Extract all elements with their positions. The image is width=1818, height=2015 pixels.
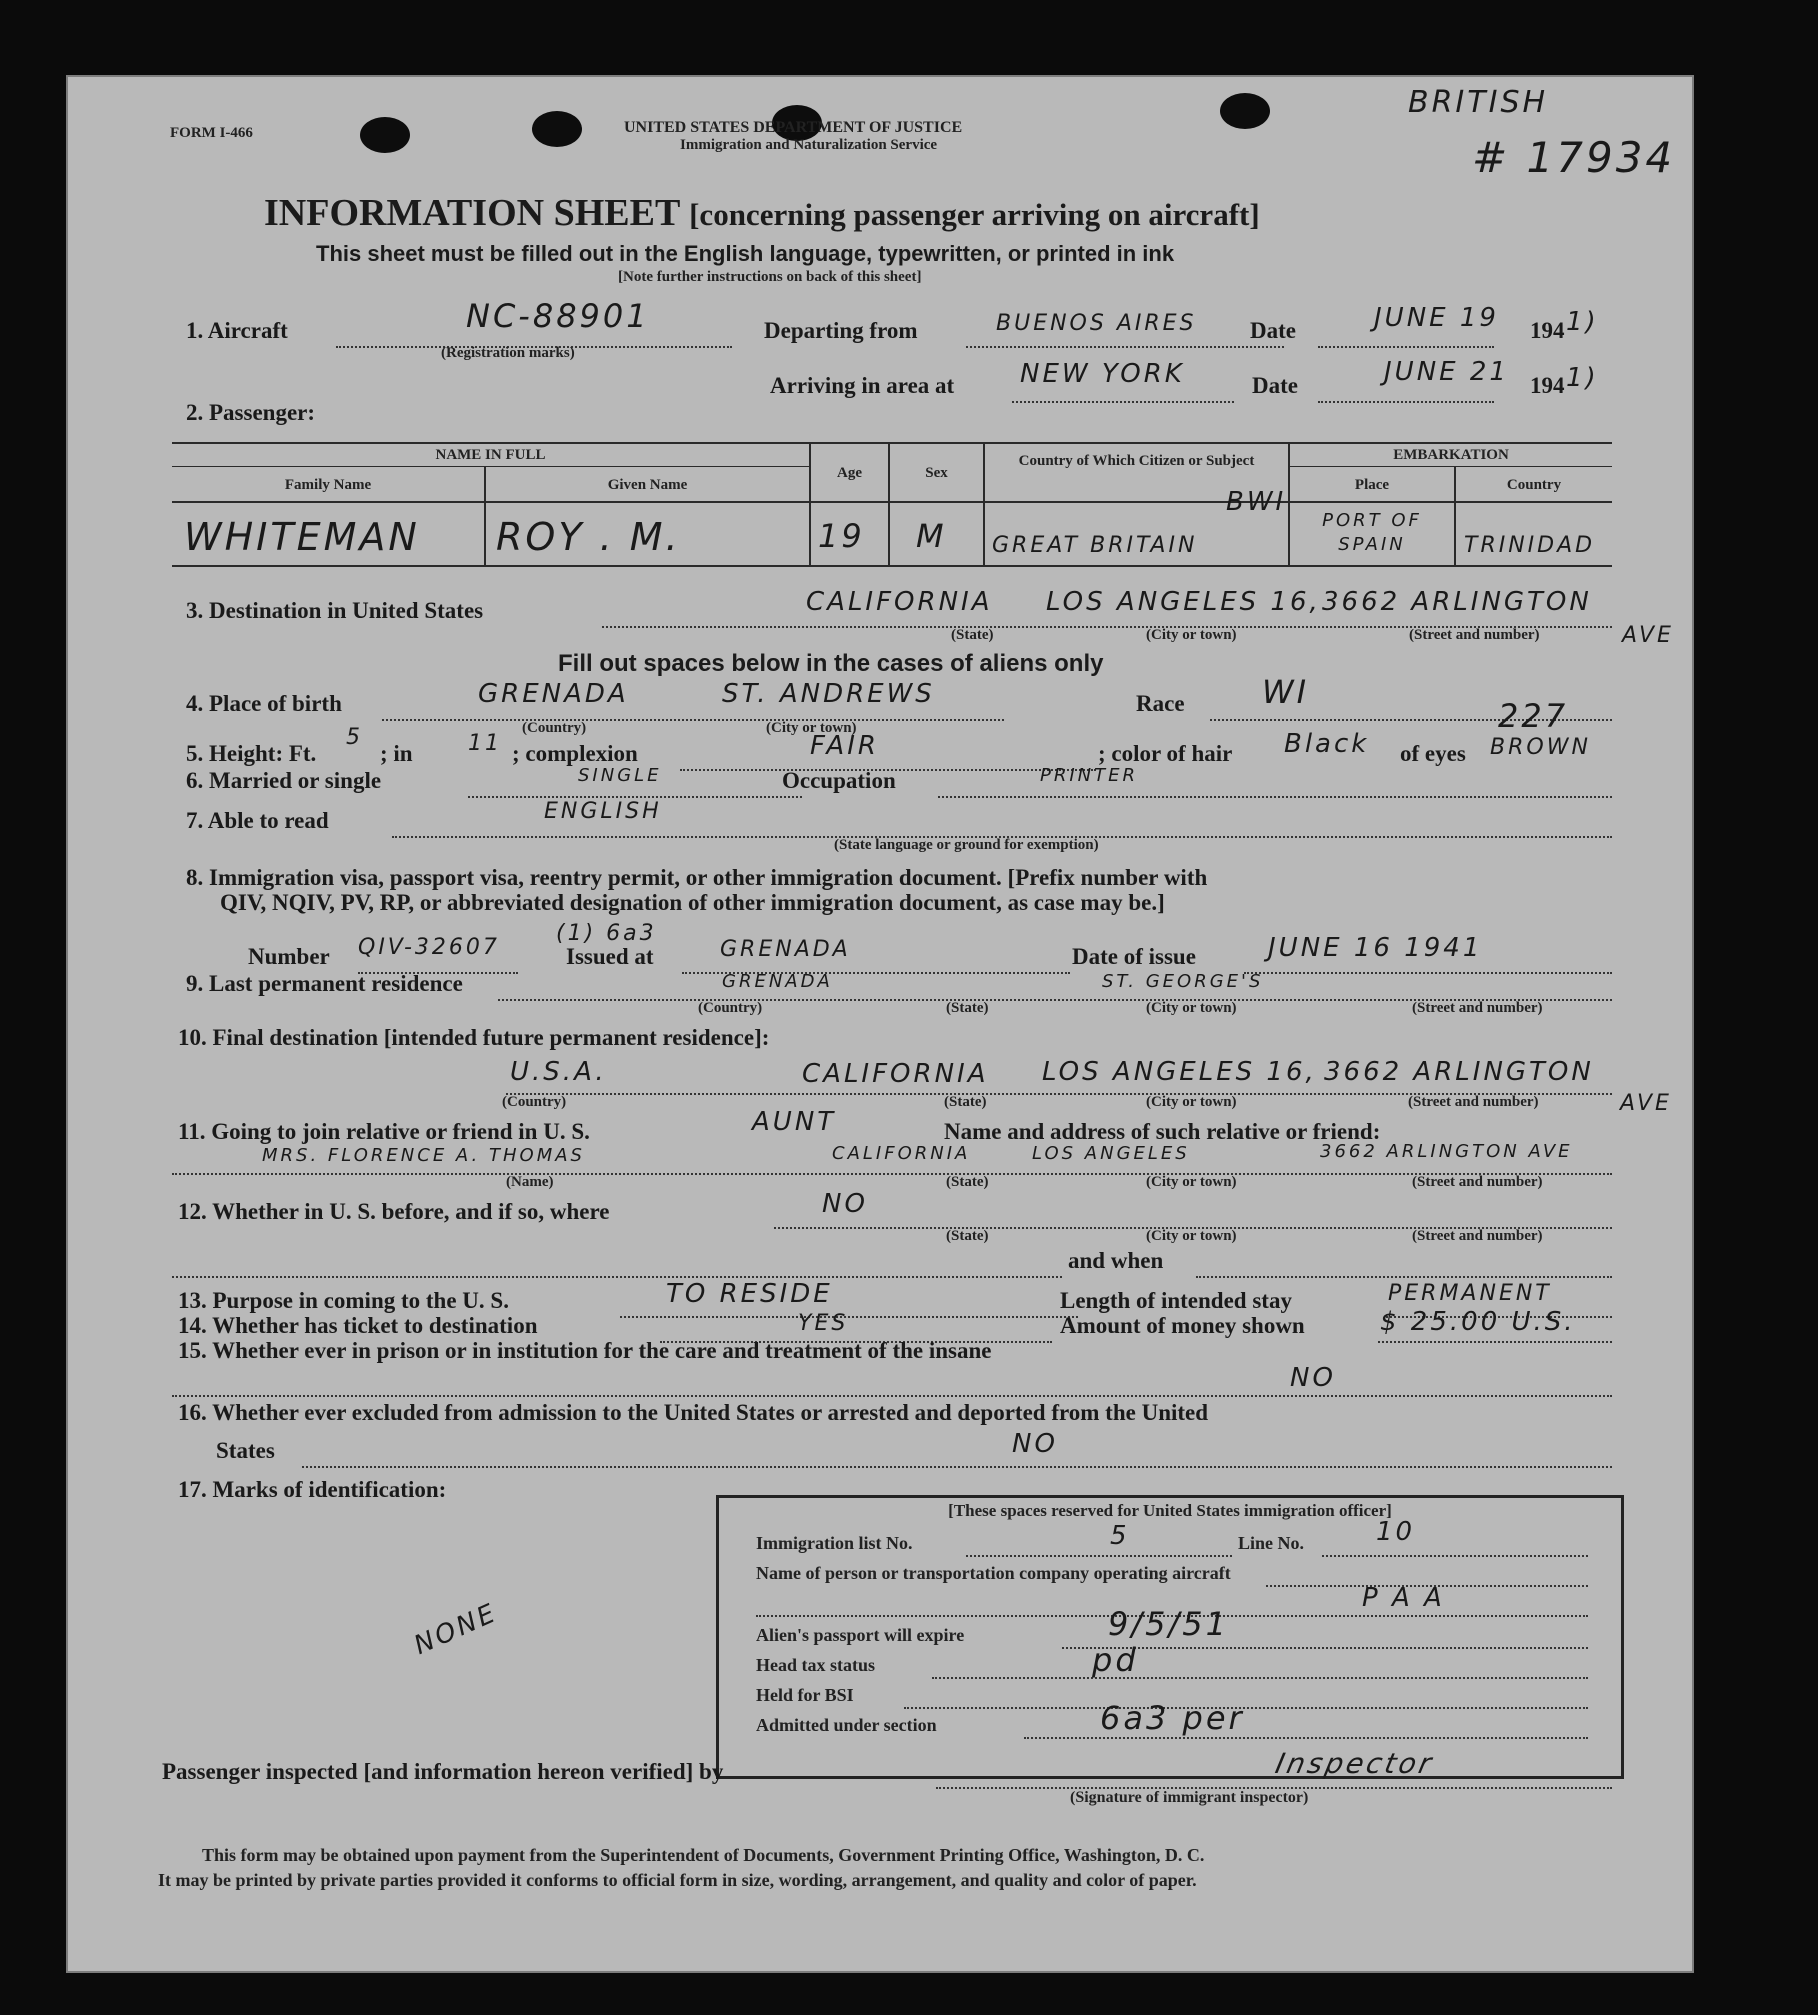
aliens-heading: Fill out spaces below in the cases of aliens only (558, 650, 1104, 677)
citizen-note: BWI (1226, 487, 1287, 517)
aircraft-caption: (Registration marks) (441, 345, 575, 361)
col-place: Place (1354, 477, 1390, 493)
final-street2: AVE (1620, 1091, 1672, 1116)
issue-date: JUNE 16 1941 (1268, 933, 1483, 963)
col-family: Family Name (284, 477, 372, 493)
section-value: 6a3 per (1100, 1699, 1245, 1737)
punch-hole (532, 111, 582, 147)
birth-country: GRENADA (478, 679, 629, 709)
section-label: Admitted under section (756, 1715, 937, 1735)
ticket-value: YES (798, 1311, 849, 1336)
purpose-value: TO RESIDE (666, 1279, 833, 1309)
dep-year-label: 194 (1530, 318, 1565, 343)
col-given: Given Name (607, 477, 688, 493)
read-caption: (State language or ground for exemption) (834, 837, 1099, 853)
join-state: CALIFORNIA (832, 1143, 971, 1164)
form-title: INFORMATION SHEET [concerning passenger arriving on aircraft] (264, 192, 1260, 234)
line-line (1322, 1555, 1588, 1557)
issued-value: GRENADA (720, 937, 851, 962)
marks-value: NONE (409, 1597, 503, 1661)
issue-date-line (1244, 972, 1612, 974)
form-instruction: This sheet must be filled out in the English language, typewritten, or printed in ink (316, 241, 1175, 266)
operator-value: P A A (1362, 1583, 1445, 1613)
stay-value: PERMANENT (1388, 1281, 1552, 1306)
race-label: Race (1136, 691, 1185, 716)
ticket-label: 14. Whether has ticket to destination (178, 1313, 538, 1338)
arr-date-label: Date (1252, 373, 1298, 398)
dest-city: LOS ANGELES 16, (1046, 587, 1321, 617)
residence-cap-state: (State) (946, 1000, 989, 1016)
hair-value: Black (1284, 729, 1370, 759)
height-label: 5. Height: Ft. (186, 741, 317, 766)
height-ft: 5 (346, 725, 363, 750)
read-value: ENGLISH (544, 799, 662, 824)
before-label: 12. Whether in U. S. before, and if so, where (178, 1199, 610, 1224)
purpose-line (620, 1316, 1078, 1318)
hw-file-number: # 17934 (1472, 133, 1676, 182)
arriving-label: Arriving in area at (770, 373, 955, 398)
dest-street: 3662 ARLINGTON (1322, 587, 1592, 617)
excluded-line (302, 1466, 1612, 1468)
join-relation: AUNT (752, 1107, 837, 1137)
embark-country: TRINIDAD (1464, 533, 1596, 558)
destination-label: 3. Destination in United States (186, 598, 484, 623)
final-street: 3662 ARLINGTON (1324, 1057, 1594, 1087)
doc-line2: QIV, NQIV, PV, RP, or abbreviated designation of other immigration document, as case may be.] (220, 890, 1165, 915)
final-cap-city: (City or town) (1146, 1094, 1237, 1110)
occupation-label: Occupation (782, 768, 896, 793)
join-name-label: Name and address of such relative or friend: (944, 1119, 1381, 1144)
married-label: 6. Married or single (186, 768, 382, 793)
col-sex: Sex (925, 465, 948, 481)
residence-country: GRENADA (722, 971, 833, 992)
before-cap-city: (City or town) (1146, 1228, 1237, 1244)
issued-label: Issued at (566, 944, 654, 969)
tax-line (932, 1677, 1588, 1679)
height-in: 11 (468, 731, 502, 756)
aircraft-value: NC-88901 (466, 297, 650, 335)
sex-value: M (916, 517, 947, 555)
birth-cap-country: (Country) (522, 720, 587, 736)
doc-line1: 8. Immigration visa, passport visa, reentry permit, or other immigration document. [Prefix number with (186, 865, 1208, 890)
residence-cap-city: (City or town) (1146, 1000, 1237, 1016)
join-line (172, 1173, 1612, 1175)
family-name: WHITEMAN (184, 515, 420, 559)
inspected-label: Passenger inspected [and information hereon verified] by (162, 1759, 724, 1784)
when-label: and when (1068, 1248, 1164, 1273)
issue-date-label: Date of issue (1072, 944, 1196, 969)
doc-number-label: Number (248, 944, 330, 969)
passport-line (1062, 1647, 1588, 1649)
punch-hole (1220, 93, 1270, 129)
arr-date-value: JUNE 21 (1384, 357, 1509, 387)
before-value: NO (822, 1189, 868, 1219)
arriving-line (1012, 401, 1234, 403)
race-value: WI (1262, 673, 1310, 711)
list-line (966, 1555, 1232, 1557)
arr-date-line (1318, 401, 1494, 403)
hw-nationality: BRITISH (1408, 85, 1549, 120)
excluded-line2: States (216, 1438, 275, 1463)
embark-place: PORT OF SPAIN (1322, 510, 1422, 555)
residence-city: ST. GEORGE'S (1102, 971, 1264, 992)
form-note: [Note further instructions on back of this sheet] (618, 269, 922, 285)
dep-date-label: Date (1250, 318, 1296, 343)
married-value: SINGLE (578, 765, 662, 786)
tax-value: pd (1092, 1641, 1139, 1679)
complexion-label: ; complexion (512, 741, 638, 766)
cap-street: (Street and number) (1409, 627, 1540, 643)
excluded-value: NO (1012, 1429, 1058, 1459)
hair-label: ; color of hair (1098, 741, 1233, 766)
before-cap-state: (State) (946, 1228, 989, 1244)
height-in-label: ; in (380, 741, 413, 766)
birth-cap-city: (City or town) (766, 720, 857, 736)
join-cap-name: (Name) (506, 1174, 554, 1190)
occupation-line (938, 796, 1612, 798)
operator-label: Name of person or transportation company operating aircraft (756, 1563, 1231, 1583)
join-cap-state: (State) (946, 1174, 989, 1190)
departing-label: Departing from (764, 318, 918, 343)
join-cap-street: (Street and number) (1412, 1174, 1543, 1190)
aircraft-label: 1. Aircraft (186, 318, 288, 343)
form-sheet (66, 75, 1694, 1973)
passenger-label: 2. Passenger: (186, 400, 316, 425)
officer-heading: [These spaces reserved for United States immigration officer] (948, 1501, 1392, 1520)
list-label: Immigration list No. (756, 1533, 913, 1553)
final-dest-label: 10. Final destination [intended future permanent residence]: (178, 1025, 770, 1050)
col-age: Age (837, 465, 862, 481)
doc-number-note: (1) 6a3 (556, 921, 657, 946)
doc-number: QIV-32607 (358, 935, 500, 960)
departing-line (966, 346, 1284, 348)
before-cap-street: (Street and number) (1412, 1228, 1543, 1244)
prison-value: NO (1290, 1363, 1336, 1393)
col-embarkation: EMBARKATION (1393, 447, 1509, 463)
residence-label: 9. Last permanent residence (186, 971, 463, 996)
residence-cap-country: (Country) (698, 1000, 763, 1016)
money-line (1378, 1341, 1612, 1343)
final-city: LOS ANGELES 16, (1042, 1057, 1317, 1087)
line-value: 10 (1376, 1517, 1416, 1547)
stay-label: Length of intended stay (1060, 1288, 1292, 1313)
service-name: Immigration and Naturalization Service (680, 137, 938, 153)
birth-label: 4. Place of birth (186, 691, 342, 716)
bsi-line (904, 1707, 1588, 1709)
dep-year-hw: 1) (1566, 307, 1599, 337)
dest-state: CALIFORNIA (806, 587, 993, 617)
occupation-value: PRINTER (1040, 765, 1139, 786)
dest-street2: AVE (1622, 623, 1674, 648)
col-name-in-full: NAME IN FULL (435, 447, 546, 463)
given-name: ROY . M. (496, 515, 681, 559)
passport-label: Alien's passport will expire (756, 1625, 965, 1645)
cap-city: (City or town) (1146, 627, 1237, 643)
when-line-right (1196, 1276, 1612, 1278)
complexion-value: FAIR (810, 731, 879, 761)
final-cap-street: (Street and number) (1408, 1094, 1539, 1110)
marks-label: 17. Marks of identification: (178, 1477, 447, 1502)
department-name: UNITED STATES DEPARTMENT OF JUSTICE (624, 119, 963, 136)
join-street: 3662 ARLINGTON AVE (1320, 1141, 1573, 1162)
eyes-note: 227 (1498, 697, 1569, 735)
line-label: Line No. (1238, 1533, 1305, 1553)
age-value: 19 (818, 517, 865, 555)
footer-line1: This form may be obtained upon payment from the Superintendent of Documents, Government Printing Office, Washington, D. C. (202, 1845, 1205, 1865)
departing-value: BUENOS AIRES (996, 311, 1197, 336)
married-line (468, 796, 802, 798)
tax-label: Head tax status (756, 1655, 876, 1675)
final-cap-state: (State) (944, 1094, 987, 1110)
passport-value: 9/5/51 (1108, 1605, 1229, 1643)
join-city: LOS ANGELES (1032, 1143, 1190, 1164)
money-value: $ 25.00 U.S. (1380, 1307, 1576, 1337)
arr-year-label: 194 (1530, 373, 1565, 398)
join-label: 11. Going to join relative or friend in U. S. (178, 1119, 590, 1144)
read-label: 7. Able to read (186, 808, 329, 833)
final-state: CALIFORNIA (802, 1059, 989, 1089)
join-cap-city: (City or town) (1146, 1174, 1237, 1190)
inspector-signature: Inspector (1272, 1747, 1438, 1780)
residence-cap-street: (Street and number) (1412, 1000, 1543, 1016)
dep-date-line (1318, 346, 1494, 348)
excluded-line1: 16. Whether ever excluded from admission to the United States or arrested and deported from the United (178, 1400, 1209, 1425)
prison-label: 15. Whether ever in prison or in institution for the care and treatment of the insane (178, 1338, 992, 1363)
when-line-left (172, 1276, 1062, 1278)
section-line (1024, 1737, 1588, 1739)
purpose-label: 13. Purpose in coming to the U. S. (178, 1288, 509, 1313)
final-cap-country: (Country) (502, 1094, 567, 1110)
form-number: FORM I-466 (170, 125, 253, 141)
eyes-label: of eyes (1400, 741, 1466, 766)
list-value: 5 (1110, 1521, 1130, 1551)
final-country: U.S.A. (510, 1057, 607, 1087)
money-label: Amount of money shown (1060, 1313, 1305, 1338)
dep-date-value: JUNE 19 (1374, 303, 1499, 333)
arr-year-hw: 1) (1566, 363, 1599, 393)
footer-line2: It may be printed by private parties provided it conforms to official form in size, wording, arrangement, and quality and color of paper. (158, 1870, 1197, 1890)
col-citizen: Country of Which Citizen or Subject (1018, 453, 1255, 469)
prison-line (172, 1395, 1612, 1397)
birth-city: ST. ANDREWS (722, 679, 935, 709)
birth-line (382, 719, 1004, 721)
eyes-value: BROWN (1490, 735, 1591, 760)
cap-state: (State) (951, 627, 994, 643)
citizen-value: GREAT BRITAIN (992, 533, 1198, 558)
arriving-value: NEW YORK (1020, 359, 1185, 389)
join-name: MRS. FLORENCE A. THOMAS (262, 1145, 585, 1166)
punch-hole (360, 117, 410, 153)
inspected-caption: (Signature of immigrant inspector) (1070, 1789, 1309, 1806)
col-emb-country: Country (1506, 477, 1562, 493)
bsi-label: Held for BSI (756, 1685, 854, 1705)
